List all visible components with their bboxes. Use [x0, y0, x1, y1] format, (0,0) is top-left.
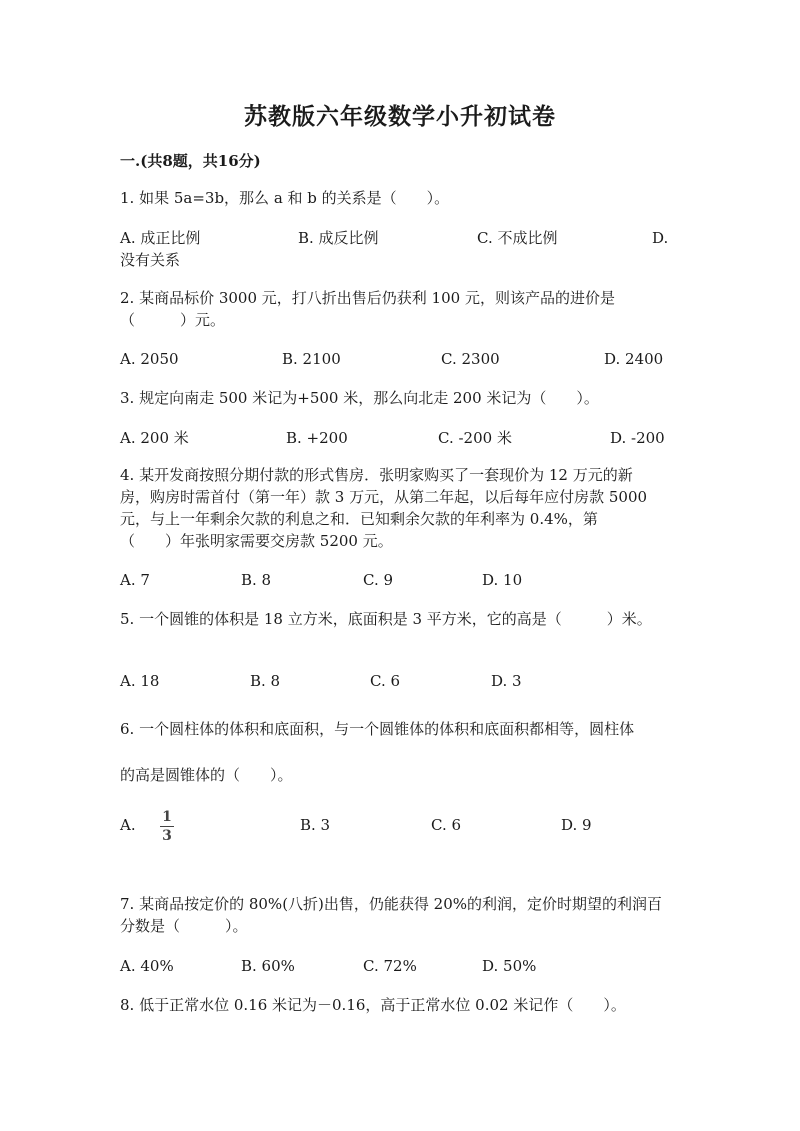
- q3-option-a: A. 200 米: [120, 429, 189, 447]
- q4-option-a: A. 7: [120, 571, 150, 589]
- q1-option-d: D.: [652, 229, 669, 247]
- q6-option-a-fraction: [160, 810, 174, 843]
- question-7-line-2: 分数是（ ）。: [120, 917, 248, 935]
- q1-option-d-text: 没有关系: [120, 251, 181, 269]
- q1-option-a: A. 成正比例: [120, 229, 201, 247]
- fraction-denominator: 3: [162, 828, 172, 844]
- section-heading: 一.(共8题，共16分): [120, 152, 261, 170]
- q3-option-c: C. -200 米: [438, 429, 512, 447]
- q3-option-b: B. +200: [286, 429, 348, 447]
- q2-option-a: A. 2050: [120, 350, 179, 368]
- q1-option-c: C. 不成比例: [477, 229, 558, 247]
- q2-option-b: B. 2100: [282, 350, 341, 368]
- q5-option-d: D. 3: [491, 672, 522, 690]
- question-7: [120, 893, 680, 937]
- question-1: 1. 如果 5a=3b，那么 a 和 b 的关系是（ ）。: [120, 189, 450, 207]
- q7-option-d: D. 50%: [482, 957, 537, 975]
- q3-option-d: D. -200: [610, 429, 665, 447]
- q4-option-b: B. 8: [241, 571, 272, 589]
- question-2-line-1: 2. 某商品标价 3000 元，打八折出售后仍获利 100 元，则该产品的进价是: [120, 289, 615, 307]
- q7-option-c: C. 72%: [363, 957, 417, 975]
- fraction-bar: [160, 826, 174, 827]
- q6-option-b: B. 3: [300, 816, 331, 834]
- question-4-line-3: 元，与上一年剩余欠款的利息之和．已知剩余欠款的年利率为 0.4%，第: [120, 510, 598, 528]
- q5-option-c: C. 6: [370, 672, 401, 690]
- question-4-line-1: 4. 某开发商按照分期付款的形式售房．张明家购买了一套现价为 12 万元的新: [120, 466, 633, 484]
- question-8: 8. 低于正常水位 0.16 米记为－0.16，高于正常水位 0.02 米记作（ ）。: [120, 996, 626, 1014]
- q2-option-c: C. 2300: [441, 350, 500, 368]
- question-3: 3. 规定向南走 500 米记为+500 米，那么向北走 200 米记为（ ）。: [120, 389, 599, 407]
- question-6-line-2: 的高是圆锥体的（ ）。: [120, 766, 293, 784]
- q4-option-c: C. 9: [363, 571, 394, 589]
- q6-option-c: C. 6: [431, 816, 462, 834]
- question-2-line-2: （ ）元。: [120, 311, 226, 329]
- q1-option-b: B. 成反比例: [298, 229, 379, 247]
- q7-option-a: A. 40%: [120, 957, 174, 975]
- question-2: [120, 287, 680, 331]
- q2-option-d: D. 2400: [604, 350, 664, 368]
- question-4-line-2: 房，购房时需首付（第一年）款 3 万元，从第二年起，以后每年应付房款 5000: [120, 488, 648, 506]
- q6-option-a: A.: [120, 816, 136, 834]
- q4-option-d: D. 10: [482, 571, 523, 589]
- fraction-numerator: 1: [162, 809, 172, 825]
- question-7-line-1: 7. 某商品按定价的 80%(八折)出售，仍能获得 20%的利润，定价时期望的利润百: [120, 895, 663, 913]
- question-6: [120, 706, 680, 798]
- q5-option-b: B. 8: [250, 672, 281, 690]
- q7-option-b: B. 60%: [241, 957, 295, 975]
- page-title: 苏教版六年级数学小升初试卷: [244, 103, 556, 130]
- q6-option-d: D. 9: [561, 816, 592, 834]
- question-4: [120, 464, 680, 552]
- q5-option-a: A. 18: [120, 672, 160, 690]
- question-4-line-4: （ ）年张明家需要交房款 5200 元。: [120, 532, 393, 550]
- question-6-line-1: 6. 一个圆柱体的体积和底面积，与一个圆锥体的体积和底面积都相等，圆柱体: [120, 720, 635, 738]
- question-5: 5. 一个圆锥的体积是 18 立方米，底面积是 3 平方米，它的高是（ ）米。: [120, 610, 652, 628]
